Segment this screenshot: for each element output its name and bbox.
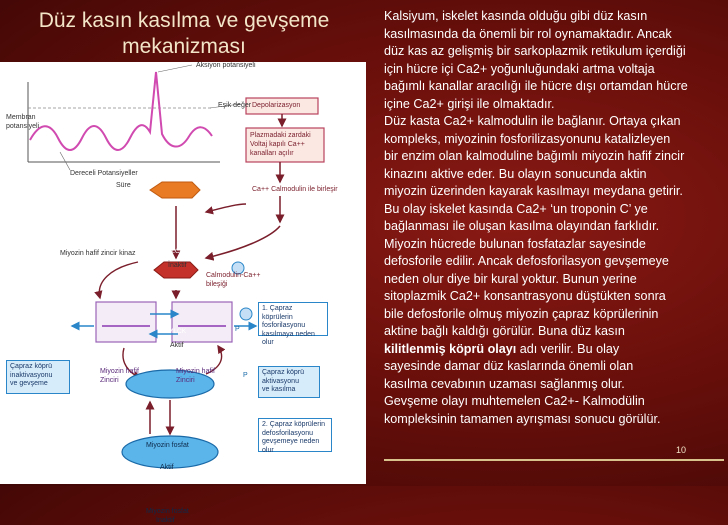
locked-bridge-term: kilitlenmiş köprü olayı bbox=[384, 341, 517, 356]
body-line-17: sitoplazmik Ca2+ konsantrasyonu düştükten sonra bbox=[384, 289, 666, 303]
membrane-label-1: Membran bbox=[6, 114, 36, 121]
channels-line1: Plazmadaki zardaki bbox=[250, 132, 311, 139]
phosphatase-inactive-name: Miyozin fosfat bbox=[146, 508, 189, 515]
body-line-1: Kalsiyum, iskelet kasında olduğu gibi düz kasın bbox=[384, 9, 648, 23]
slide-title bbox=[8, 8, 360, 60]
body-line-13: bağlanması ile oluşan kasılma olayından farklıdır. bbox=[384, 219, 660, 233]
body-text bbox=[384, 8, 724, 428]
right-box-line1: Çapraz köprü bbox=[262, 369, 305, 376]
numbered-note-1 bbox=[258, 302, 328, 346]
body-line-4: için hücre içi Ca2+ yoğunluğundaki artma voltaja bbox=[384, 61, 655, 76]
left-box-line1: Çapraz köprü bbox=[10, 363, 53, 370]
note2-line3: gevşemeye neden olur bbox=[262, 438, 320, 454]
left-chain-line2: Zinciri bbox=[100, 377, 119, 384]
left-box-line2: inaktivasyonu bbox=[10, 371, 53, 379]
body-line-11: miyozin üzerinden kayarak kasılmayı meydana getirir. bbox=[384, 184, 683, 198]
body-line-19: aktine bağlı kaldığı görülür. Buna düz kasın bbox=[384, 324, 625, 338]
phosphatase-active-name: Miyozin fosfat bbox=[146, 442, 189, 449]
body-line-8: kompleks, miyozinin fosforilizasyonunu katalizleyen bbox=[384, 131, 671, 146]
page-number: 10 bbox=[676, 445, 687, 455]
body-line-16: neden olur diye bir kural yoktur. Bunun yerine bbox=[384, 271, 637, 286]
body-line-3: düz kas az gelişmiş bir sarkoplazmik retikulum içerdiği bbox=[384, 44, 686, 58]
note1-line3: kasılmaya neden olur bbox=[262, 330, 315, 346]
phosphatase-inactive-tag: İnaktif bbox=[156, 517, 175, 524]
left-box-line3: ve gevşeme bbox=[10, 380, 48, 387]
body-line-12: Bu olay iskelet kasında Ca2+ ‘un troponin C’ ye bbox=[384, 201, 648, 216]
numbered-note-2 bbox=[258, 418, 332, 452]
ca-calmodulin-label: Ca++ Calmodulin ile birleşir bbox=[252, 186, 338, 193]
depolarization-label: Depolarizasyon bbox=[252, 102, 301, 109]
body-line-24: kompleksinin tamamen ayrışması sonucu görülür. bbox=[384, 411, 661, 426]
inactive-label: İnaktif bbox=[168, 262, 187, 269]
mlck-kinase-label: Miyozin hafif zincir kinaz bbox=[60, 250, 136, 257]
body-line-18: bile defosforile olmuş miyozin çapraz köprülerinin bbox=[384, 306, 659, 321]
channels-line2: Voltaj kapılı Ca++ bbox=[250, 141, 305, 148]
body-line-21: sayesinde damar düz kaslarında önemli olan bbox=[384, 359, 634, 373]
crossbridge-activation-box bbox=[258, 366, 320, 398]
graded-potentials-label: Dereceli Potansiyeller bbox=[70, 170, 138, 177]
body-line-9: bir enzim olan kalmoduline bağımlı miyozin hafif zincir bbox=[384, 149, 685, 163]
right-box-line3: ve kasılma bbox=[262, 386, 296, 393]
mlck-inactive-tag: MLCK bbox=[165, 248, 185, 255]
note2-line2: defosforilasyonu bbox=[262, 429, 313, 437]
right-chain-line1: Miyozin hafif bbox=[176, 368, 215, 375]
body-line-23: Gevşeme olayı muhtemelen Ca2+- Kalmodülin bbox=[384, 394, 645, 408]
footer-divider bbox=[384, 459, 724, 461]
body-line-10: kinazını aktive eder. Bu olayın sonucunda aktin bbox=[384, 166, 647, 181]
body-line-7: Düz kasta Ca2+ kalmodulin ile bağlanır. Ortaya çıkan bbox=[384, 114, 681, 128]
right-box-line2: aktivasyonu bbox=[262, 377, 299, 385]
membrane-label-2: potansiyeli bbox=[6, 123, 40, 130]
body-line-15: defosforile edilir. Ancak defosforilasyon gevşemeye bbox=[384, 254, 669, 268]
slide-title-line2: mekanizması bbox=[122, 35, 246, 58]
body-line-20-rest: adı verilir. Bu olay bbox=[516, 341, 620, 356]
note2-line1: 2. Çapraz köprülerin bbox=[262, 421, 326, 428]
crossbridge-inactivation-box bbox=[6, 360, 70, 394]
active-label: Aktif bbox=[170, 342, 184, 349]
right-chain-line2: Zinciri bbox=[176, 377, 195, 384]
phosphate-p-label-2: P bbox=[235, 326, 240, 333]
mlck-active-tag: MLCK bbox=[167, 328, 187, 335]
mechanism-figure bbox=[0, 62, 366, 524]
body-line-5: bağımlı kanallar aracılığı ile hücre dışı ortamdan hücre bbox=[384, 79, 688, 93]
note1-line1: 1. Çapraz köprülerin bbox=[262, 305, 293, 321]
body-line-6: içine Ca2+ girişi ile olmaktadır. bbox=[384, 96, 555, 111]
slide-title-line1: Düz kasın kasılma ve gevşeme bbox=[38, 9, 330, 32]
threshold-label: Eşik değer bbox=[218, 102, 252, 109]
left-chain-line1: Miyozin hafif bbox=[100, 368, 139, 375]
body-line-22: kasılma cevabının uzaması sağlanmış olur. bbox=[384, 376, 625, 391]
time-label: Süre bbox=[116, 182, 131, 189]
channels-line3: kanalları açılır bbox=[250, 150, 294, 157]
calmodulin-complex-line2: bileşiği bbox=[206, 281, 228, 288]
action-potential-label: Aksiyon potansiyeli bbox=[196, 62, 256, 69]
body-line-20 bbox=[384, 341, 724, 359]
calmodulin-complex-line1: Calmodulin-Ca++ bbox=[206, 272, 261, 279]
note1-line2: fosforilasyonu bbox=[262, 322, 306, 329]
body-line-2: kasılmasında da önemli bir rol oynamaktadır. Ancak bbox=[384, 26, 672, 41]
phosphatase-active-tag: Aktif bbox=[160, 464, 174, 471]
body-line-14: Miyozin hücrede bulunan fosfatazlar sayesinde bbox=[384, 236, 646, 251]
phosphate-p-label: P bbox=[243, 372, 248, 379]
